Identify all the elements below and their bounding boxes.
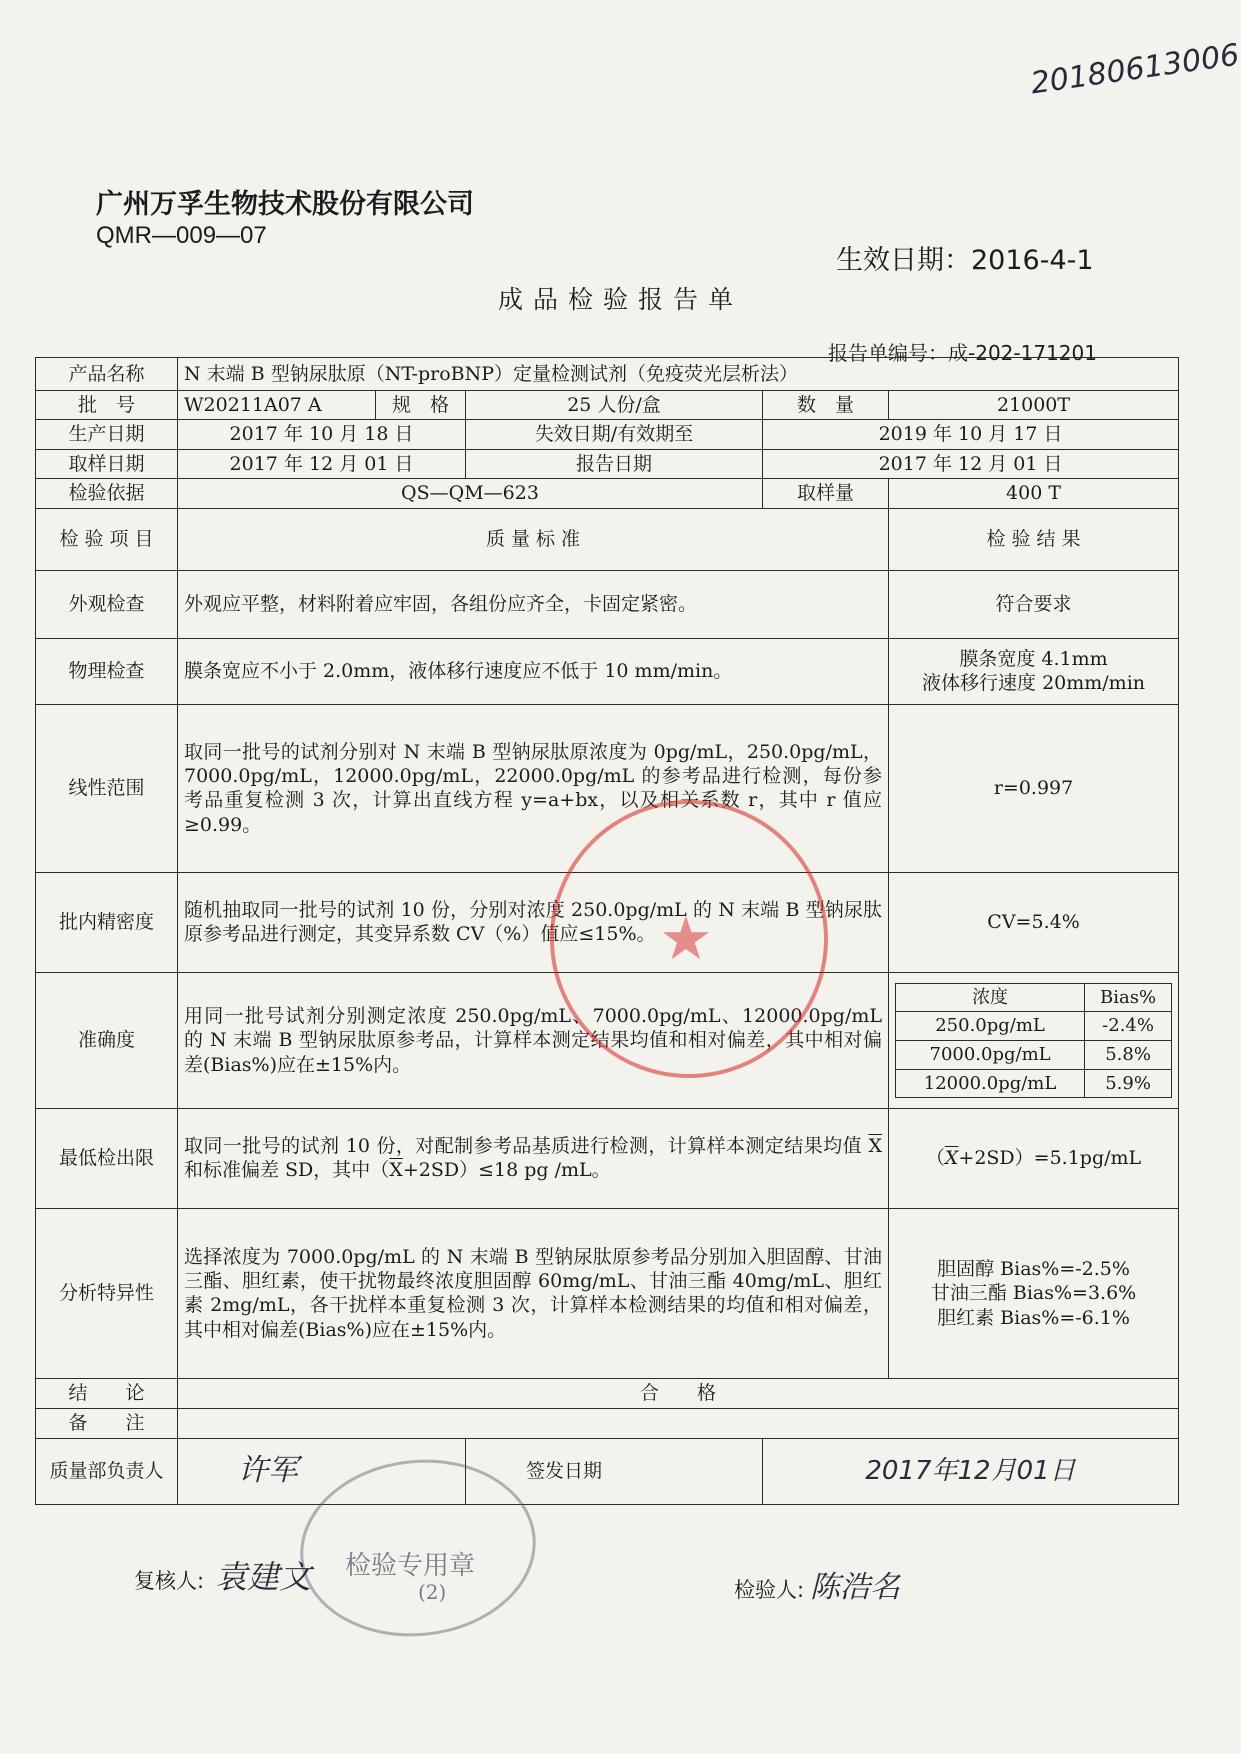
column-header-item: 检 验 项 目 — [36, 508, 178, 570]
bias-header-bias: Bias% — [1085, 983, 1172, 1012]
mean-symbol: $\overline{X}$ — [944, 1147, 959, 1170]
bias-value: 5.9% — [1085, 1069, 1172, 1098]
inspection-seal-number: (2) — [418, 1580, 447, 1604]
row-product — [36, 358, 1179, 391]
item-label: 外观检查 — [36, 570, 178, 638]
standard-text: 用同一批号试剂分别测定浓度 250.0pg/mL、7000.0pg/mL、12000.0pg/mL 的 N 末端 B 型钠尿肽原参考品，计算样本测定结果均值和相对偏差，其中相对偏差(Bias%)应在±15%内。 — [178, 972, 889, 1108]
product-name-value: N 末端 B 型钠尿肽原（NT-proBNP）定量检测试剂（免疫荧光层析法） — [178, 358, 1179, 391]
sign-date-value: 2017年12月01日 — [763, 1438, 1179, 1504]
result-part: （ — [925, 1147, 945, 1170]
item-label: 物理检查 — [36, 638, 178, 704]
bias-concentration: 250.0pg/mL — [896, 1012, 1085, 1041]
production-date-value: 2017 年 10 月 18 日 — [178, 420, 466, 449]
sample-date-label: 取样日期 — [36, 449, 178, 478]
row-physical — [36, 638, 1179, 704]
bias-result-cell — [889, 972, 1179, 1108]
row-batch — [36, 391, 1179, 420]
batch-value: W20211A07 A — [178, 391, 376, 420]
company-red-seal — [550, 800, 828, 1078]
production-date-label: 生产日期 — [36, 420, 178, 449]
result-text: 符合要求 — [889, 570, 1179, 638]
result-line: 液体移行速度 20mm/min — [922, 672, 1146, 695]
mean-symbol: $\overline{X}$ — [868, 1135, 882, 1158]
row-sample-date — [36, 449, 1179, 478]
seal-star-icon: ★ — [659, 904, 713, 974]
quantity-value: 21000T — [889, 391, 1179, 420]
company-name: 广州万孚生物技术股份有限公司 — [96, 189, 474, 220]
row-production-date — [36, 420, 1179, 449]
qa-head-signature: 许军 — [178, 1438, 466, 1504]
basis-value: QS—QM—623 — [178, 478, 763, 508]
row-detection-limit — [36, 1108, 1179, 1208]
standard-text: 膜条宽应不小于 2.0mm，液体移行速度应不低于 10 mm/min。 — [178, 638, 889, 704]
item-label: 批内精密度 — [36, 872, 178, 972]
batch-label: 批 号 — [36, 391, 178, 420]
result-cell — [889, 638, 1179, 704]
handwritten-archive-number: 20180613006 — [1028, 37, 1241, 102]
bias-table — [895, 983, 1172, 1098]
inspector-signature: 陈浩名 — [810, 1570, 900, 1605]
row-appearance — [36, 570, 1179, 638]
spec-value: 25 人份/盒 — [466, 391, 763, 420]
sample-quantity-label: 取样量 — [763, 478, 889, 508]
standard-text: 随机抽取同一批号的试剂 10 份，分别对浓度 250.0pg/mL 的 N 末端 B 型钠尿肽原参考品进行测定，其变异系数 CV（%）值应≤15%。 — [178, 872, 889, 972]
conclusion-label: 结 论 — [36, 1378, 178, 1408]
standard-text-part: +2SD）≤18 pg /mL。 — [402, 1159, 611, 1182]
bias-value: 5.8% — [1085, 1040, 1172, 1069]
result-text — [889, 1108, 1179, 1208]
row-remark — [36, 1408, 1179, 1438]
mean-symbol: $\overline{X}$ — [389, 1159, 403, 1182]
bias-row — [896, 1069, 1172, 1098]
inspection-seal-text: 检验专用章 — [345, 1551, 476, 1581]
column-header-standard: 质 量 标 准 — [178, 508, 889, 570]
item-label: 准确度 — [36, 972, 178, 1108]
product-name-label: 产品名称 — [36, 358, 178, 391]
standard-text — [178, 1108, 889, 1208]
report-date-value: 2017 年 12 月 01 日 — [763, 449, 1179, 478]
bias-header-row — [896, 983, 1172, 1012]
standard-text-part: 和标准偏差 SD，其中（ — [184, 1159, 390, 1182]
standard-text: 外观应平整，材料附着应牢固，各组份应齐全，卡固定紧密。 — [178, 570, 889, 638]
result-line: 胆红素 Bias%=-6.1% — [937, 1306, 1130, 1329]
sign-date-label: 签发日期 — [466, 1438, 763, 1504]
reviewer-label: 复核人: — [134, 1569, 205, 1593]
row-column-headers — [36, 508, 1179, 570]
spec-label: 规 格 — [376, 391, 466, 420]
bias-header-concentration: 浓度 — [896, 983, 1085, 1012]
bias-concentration: 7000.0pg/mL — [896, 1040, 1085, 1069]
qa-head-label: 质量部负责人 — [36, 1438, 178, 1504]
item-label: 线性范围 — [36, 704, 178, 872]
row-conclusion — [36, 1378, 1179, 1408]
reviewer-signature: 袁建文 — [215, 1558, 312, 1596]
effective-date: 生效日期：2016-4-1 — [836, 245, 1094, 276]
expiry-date-value: 2019 年 10 月 17 日 — [763, 420, 1179, 449]
quantity-label: 数 量 — [763, 391, 889, 420]
row-signoff — [36, 1438, 1179, 1504]
bias-row — [896, 1012, 1172, 1041]
bias-row — [896, 1040, 1172, 1069]
remark-label: 备 注 — [36, 1408, 178, 1438]
basis-label: 检验依据 — [36, 478, 178, 508]
item-label: 分析特异性 — [36, 1208, 178, 1378]
row-specificity — [36, 1208, 1179, 1378]
sample-date-value: 2017 年 12 月 01 日 — [178, 449, 466, 478]
expiry-date-label: 失效日期/有效期至 — [466, 420, 763, 449]
inspector-label: 检验人: — [734, 1578, 805, 1602]
result-line: 甘油三酯 Bias%=3.6% — [930, 1282, 1137, 1305]
column-header-result: 检 验 结 果 — [889, 508, 1179, 570]
conclusion-value: 合 格 — [178, 1378, 1179, 1408]
sample-quantity-value: 400 T — [889, 478, 1179, 508]
report-date-label: 报告日期 — [466, 449, 763, 478]
standard-text-part: 取同一批号的试剂 10 份，对配制参考品基质进行检测，计算样本测定结果均值 — [184, 1135, 869, 1158]
bias-concentration: 12000.0pg/mL — [896, 1069, 1085, 1098]
result-cell — [889, 1208, 1179, 1378]
row-basis — [36, 478, 1179, 508]
remark-value — [178, 1408, 1179, 1438]
result-part: +2SD）=5.1pg/mL — [958, 1147, 1142, 1170]
item-label: 最低检出限 — [36, 1108, 178, 1208]
report-number: 报告单编号：成-202-171201 — [828, 341, 1097, 365]
result-text: r=0.997 — [889, 704, 1179, 872]
result-line: 胆固醇 Bias%=-2.5% — [937, 1257, 1130, 1280]
result-line: 膜条宽度 4.1mm — [959, 648, 1108, 671]
standard-text: 取同一批号的试剂分别对 N 末端 B 型钠尿肽原浓度为 0pg/mL，250.0pg/mL，7000.0pg/mL，12000.0pg/mL，22000.0pg/mL 的参考品进行检测，每份参考品重复检测 3 次，计算出直线方程 y=a+bx，以及相关系数 r，其中 r 值应≥0.99。 — [178, 704, 889, 872]
document-title: 成品检验报告单 — [497, 285, 743, 314]
form-code: QMR—009—07 — [96, 222, 267, 249]
result-text: CV=5.4% — [889, 872, 1179, 972]
standard-text: 选择浓度为 7000.0pg/mL 的 N 末端 B 型钠尿肽原参考品分别加入胆固醇、甘油三酯、胆红素，使干扰物最终浓度胆固醇 60mg/mL、甘油三酯 40mg/mL、胆红素 2mg/mL，各干扰样本重复检测 3 次，计算样本检测结果的均值和相对偏差，其中相对偏差(Bias%)应在±15%内。 — [178, 1208, 889, 1378]
bias-value: -2.4% — [1085, 1012, 1172, 1041]
